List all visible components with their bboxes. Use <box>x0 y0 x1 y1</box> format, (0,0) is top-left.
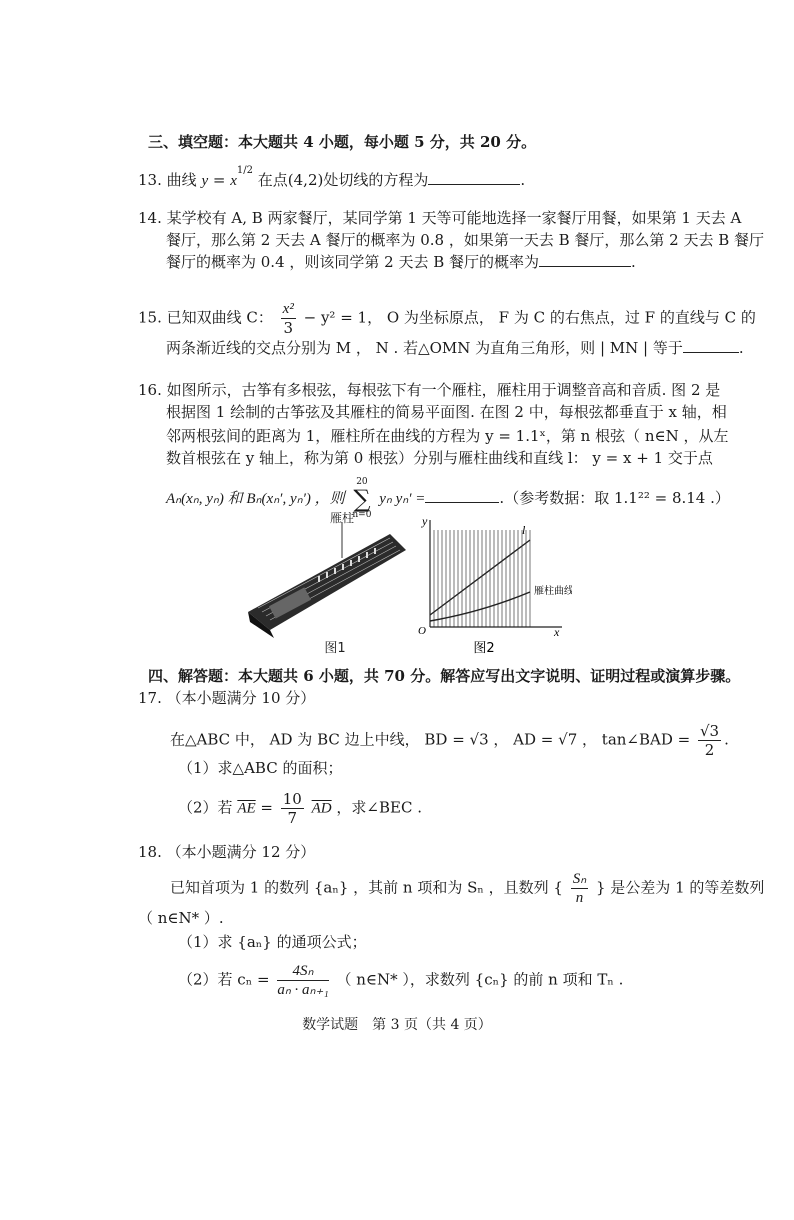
q18-cn-fraction <box>277 962 328 999</box>
figure-2 <box>412 512 572 660</box>
q13-eq: = <box>208 171 231 189</box>
question-18-stem <box>170 870 764 907</box>
q18-frac-den: n <box>575 890 584 906</box>
q16-line-5c: .（参考数据：取 1.1²² = 8.14 .） <box>499 489 730 507</box>
q14-answer-blank[interactable] <box>539 252 631 267</box>
fig2-x-label: x <box>554 625 560 639</box>
q18-frac-num: Sₙ <box>572 871 587 887</box>
fig2-origin: O <box>418 625 426 637</box>
q17-ratio-fraction <box>281 790 304 827</box>
question-16-line-1 <box>138 380 720 400</box>
q15-pre: 已知双曲线 C： <box>166 308 273 327</box>
section-4-title: 四、解答题：本大题共 6 小题，共 70 分。解答应写出文字说明、证明过程或演算步骤。 <box>148 667 741 685</box>
q18-number: 18. <box>138 843 162 861</box>
q13-y: y <box>201 173 209 189</box>
q17-eq: = <box>255 798 278 817</box>
q15-answer-blank[interactable] <box>683 338 739 353</box>
q13-pre: 曲线 <box>166 171 197 189</box>
guzheng-illustration <box>240 512 410 660</box>
q14-line-1: 某学校有 A, B 两家餐厅，某同学第 1 天等可能地选择一家餐厅用餐，如果第 1 天去 A <box>166 209 742 227</box>
q13-x: x <box>230 173 237 189</box>
q14-line-2: 餐厅，那么第 2 天去 A 餐厅的概率为 0.8 ，如果第一天去 B 餐厅，那么第 2 天去 B 餐厅 <box>166 231 765 249</box>
question-17-stem <box>170 722 729 759</box>
question-15-line-2 <box>166 338 744 358</box>
q13-number: 13. <box>138 171 162 189</box>
q18-score: （本小题满分 12 分） <box>166 843 316 861</box>
q16-number: 16. <box>138 381 162 399</box>
q18-part-1: （1）求 {aₙ} 的通项公式； <box>178 933 367 951</box>
fig1-label: 雁柱 <box>329 512 355 525</box>
q15-end: . <box>738 339 744 357</box>
q17-score: （本小题满分 10 分） <box>166 689 316 707</box>
fig2-curve-label: 雁柱曲线 <box>534 586 572 597</box>
q16-line-5a: Aₙ(xₙ, yₙ) 和 Bₙ(xₙ′, yₙ′) ，则 <box>166 491 345 507</box>
yanzhu-curve <box>430 592 530 621</box>
q16-line-5b: yₙ yₙ′ = <box>379 491 426 507</box>
q17-tan-num: √3 <box>700 722 720 740</box>
q13-answer-blank[interactable] <box>428 170 520 185</box>
q16-answer-blank[interactable] <box>425 488 499 503</box>
q13-end: . <box>520 171 526 189</box>
q18-line-1a: 已知首项为 1 的数列 {aₙ} ，其前 n 项和为 Sₙ ，且数列 { <box>170 878 563 897</box>
q13-exponent: 1/2 <box>236 165 253 176</box>
q17-part-1: （1）求△ABC 的面积； <box>178 759 343 777</box>
figure-1 <box>240 512 410 660</box>
q13-point: (4,2) <box>287 171 324 189</box>
q16-line-4: 数首根弦在 y 轴上，称为第 0 根弦）分别与雁柱曲线和直线 l： y = x + 1 交于点 <box>166 449 713 467</box>
q17-ratio-den: 7 <box>287 809 298 827</box>
q13-post: 处切线的方程为 <box>323 171 429 189</box>
question-17-header <box>138 688 315 708</box>
fig2-y-label: y <box>422 514 428 528</box>
q16-sum-bottom: n=0 <box>352 510 372 520</box>
q18-part-2-pre: （2）若 cₙ = <box>178 970 270 989</box>
q17-ratio-num: 10 <box>282 790 302 808</box>
q17-tan-fraction <box>698 722 721 759</box>
q18-line-2: （ n∈N* ）. <box>138 909 224 927</box>
q16-sum-top: 20 <box>356 477 368 487</box>
q17-tan-den: 2 <box>704 741 715 759</box>
q17-part-2-post: ，求∠BEC . <box>336 798 422 817</box>
string-plot <box>412 512 572 660</box>
q13-mid: 在点 <box>257 171 288 189</box>
question-14-line-3 <box>166 252 636 272</box>
page-footer: 数学试题 第 3 页（共 4 页） <box>302 1017 492 1033</box>
q17-part-2-pre: （2）若 <box>178 798 233 817</box>
q18-cn-num: 4Sₙ <box>277 962 328 981</box>
q18-sn-fraction <box>571 870 588 907</box>
q15-line-2: 两条渐近线的交点分别为 M ， N . 若△OMN 为直角三角形，则 | MN | 等于 <box>166 339 683 357</box>
section-3-title: 三、填空题：本大题共 4 小题，每小题 5 分，共 20 分。 <box>148 133 537 151</box>
q15-number: 15. <box>138 308 162 327</box>
question-17-part-2 <box>178 790 422 827</box>
q15-frac-den: 3 <box>283 319 294 337</box>
q16-line-2: 根据图 1 绘制的古筝弦及其雁柱的简易平面图. 在图 2 中，每根弦都垂直于 x 轴，相 <box>166 403 727 421</box>
q15-frac-num: x² <box>282 301 294 317</box>
q15-fraction <box>281 300 296 337</box>
line-l <box>430 540 530 615</box>
q14-number: 14. <box>138 209 162 227</box>
q17-line-1: 在△ABC 中， AD 为 BC 边上中线， BD = √3 ， AD = √7 ， tan∠BAD = <box>170 730 691 749</box>
q16-line-1: 如图所示，古筝有多根弦，每根弦下有一个雁柱，雁柱用于调整音高和音质. 图 2 是 <box>166 381 721 399</box>
q17-vector-ae: $\overline{AE}$ <box>237 800 256 817</box>
question-18-part-2 <box>178 962 623 999</box>
question-18-header <box>138 842 315 862</box>
q18-line-1b: } 是公差为 1 的等差数列 <box>596 878 765 897</box>
q16-line-3: 邻两根弦间的距离为 1，雁柱所在曲线的方程为 y = 1.1ˣ，第 n 根弦（ n∈N ，从左 <box>166 427 729 445</box>
question-14-line-1 <box>138 208 741 228</box>
fig2-l-label: l <box>522 523 526 537</box>
q14-end: . <box>631 253 636 271</box>
q17-number: 17. <box>138 689 162 707</box>
fig1-caption: 图1 <box>324 641 346 656</box>
question-13 <box>138 165 526 191</box>
q17-period: . <box>724 730 729 749</box>
q16-sum-sign: ∑ <box>353 485 371 513</box>
q14-line-3: 餐厅的概率为 0.4 ，则该同学第 2 天去 B 餐厅的概率为 <box>166 253 540 271</box>
q17-vector-ad: $\overline{AD}$ <box>311 800 332 817</box>
fig2-caption: 图2 <box>473 641 495 656</box>
q15-mid: − y² = 1， O 为坐标原点， F 为 C 的右焦点，过 F 的直线与 C 的 <box>303 308 756 327</box>
question-15-line-1 <box>138 300 756 337</box>
q18-cn-den: aₙ · aₙ₊₁ <box>277 982 329 998</box>
q18-part-2-post: （ n∈N* ），求数列 {cₙ} 的前 n 项和 Tₙ . <box>336 970 624 989</box>
